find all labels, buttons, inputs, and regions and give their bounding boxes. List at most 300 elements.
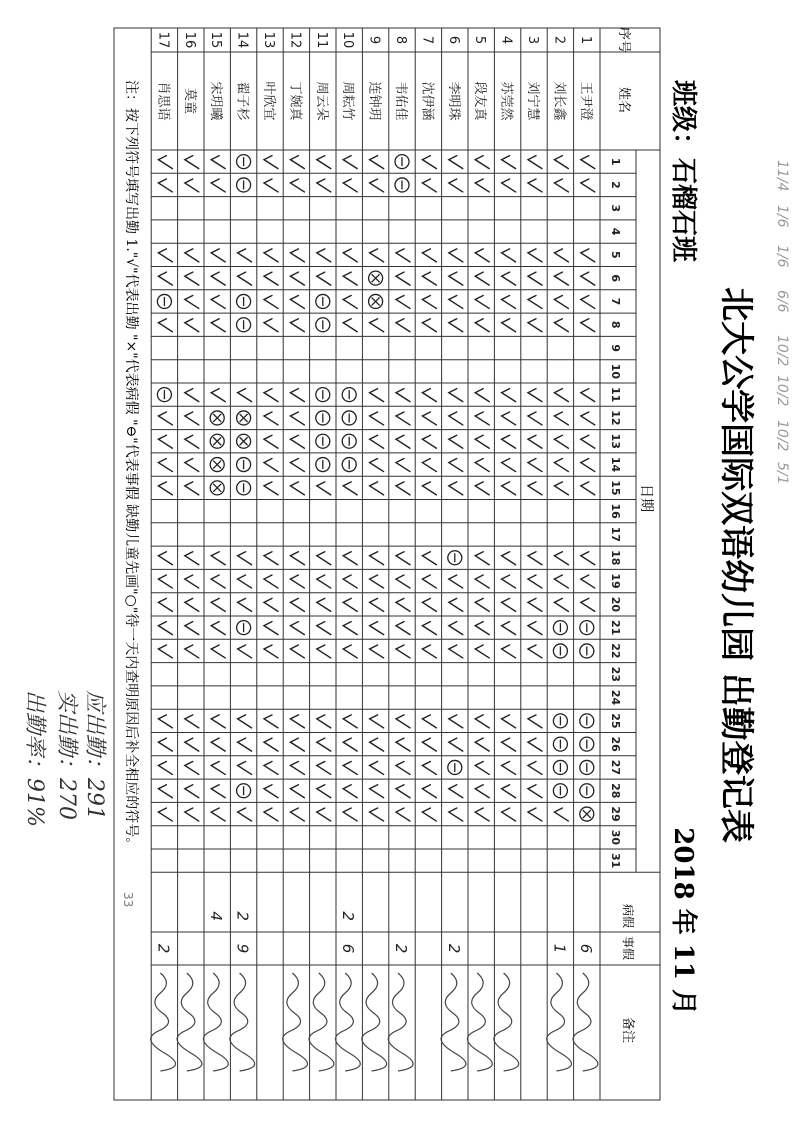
present-check-mark [290,319,304,332]
present-check-mark [343,482,357,495]
student-index: 9 [366,35,382,45]
present-check-mark [449,249,463,262]
student-index: 6 [445,35,461,45]
present-check-mark [502,738,516,751]
present-check-mark [290,552,304,565]
present-check-mark [449,389,463,402]
present-check-mark [317,552,331,565]
pencil-date-mark: 10/2 [774,420,790,452]
present-check-mark [449,575,463,588]
col-remark-label: 备注 [620,1016,635,1044]
present-check-mark [422,482,436,495]
present-check-mark [290,249,304,262]
present-check-mark [264,482,278,495]
present-check-mark [290,575,304,588]
present-check-mark [422,179,436,192]
present-check-mark [158,785,172,798]
present-check-mark [449,412,463,425]
present-check-mark [554,552,568,565]
student-name: 沈伊涵 [419,81,435,121]
present-check-mark [264,645,278,658]
student-name: 周云朵 [313,81,329,121]
present-check-mark [502,598,516,611]
present-check-mark [158,272,172,285]
present-check-mark [343,598,357,611]
student-index: 1 [577,35,593,45]
present-check-mark [422,389,436,402]
present-check-mark [502,622,516,635]
table-row [283,32,308,1071]
day-label: 5 [609,251,622,259]
present-check-mark [238,249,252,262]
student-index: 4 [498,35,514,45]
table-row [547,36,572,1071]
present-check-mark [502,295,516,308]
handwritten-remark-scribble [283,973,308,1071]
day-label: 8 [609,320,622,329]
pencil-date-mark: 6/6 [774,290,790,313]
present-check-mark [343,808,357,821]
present-check-mark [422,622,436,635]
present-check-mark [343,575,357,588]
present-check-mark [554,412,568,425]
present-check-mark [449,482,463,495]
present-check-mark [370,319,384,332]
day-label: 12 [609,410,622,426]
present-check-mark [554,249,568,262]
student-name: 莫童 [181,87,197,115]
table-row [419,36,436,821]
present-check-mark [528,761,542,774]
present-check-mark [528,552,542,565]
col-name-label: 姓名 [616,86,631,114]
present-check-mark [211,295,225,308]
present-check-mark [554,482,568,495]
present-check-mark [185,785,199,798]
present-check-mark [185,808,199,821]
present-check-mark [211,389,225,402]
present-check-mark [264,156,278,169]
present-check-mark [475,598,489,611]
present-check-mark [158,179,172,192]
present-check-mark [422,761,436,774]
present-check-mark [475,738,489,751]
present-check-mark [211,808,225,821]
present-check-mark [528,412,542,425]
present-check-mark [211,272,225,285]
present-check-mark [554,295,568,308]
present-check-mark [396,319,410,332]
present-check-mark [343,738,357,751]
present-check-mark [581,552,595,565]
personal-days-count: 1 [550,943,569,954]
present-check-mark [396,761,410,774]
present-check-mark [422,785,436,798]
present-check-mark [396,552,410,565]
present-check-mark [185,459,199,472]
present-check-mark [290,715,304,728]
student-name: 王尹澄 [577,81,593,121]
present-check-mark [449,785,463,798]
present-check-mark [211,575,225,588]
present-check-mark [422,435,436,448]
present-check-mark [343,272,357,285]
present-check-mark [290,412,304,425]
present-check-mark [502,715,516,728]
present-check-mark [528,738,542,751]
present-check-mark [581,459,595,472]
sick-days-count: 2 [233,911,252,921]
handwritten-remark-scribble [230,973,255,1071]
present-check-mark [185,761,199,774]
student-name: 刘宁慧 [525,81,540,121]
present-check-mark [290,738,304,751]
present-check-mark [158,459,172,472]
day-label: 24 [609,689,622,706]
present-check-mark [422,249,436,262]
present-check-mark [396,808,410,821]
student-rows [151,32,598,1071]
summary-line3: 出勤率：91% [22,690,47,827]
present-check-mark [528,482,542,495]
present-check-mark [422,459,436,472]
student-index: 3 [525,35,540,45]
table-row [467,36,492,1071]
present-check-mark [317,575,331,588]
handwritten-remark-scribble [203,973,228,1071]
present-check-mark [370,622,384,635]
present-check-mark [475,389,489,402]
present-check-mark [343,156,357,169]
present-check-mark [238,272,252,285]
present-check-mark [211,249,225,262]
present-check-mark [370,761,384,774]
sick-days-count: 2 [339,911,358,921]
present-check-mark [449,156,463,169]
present-check-mark [396,435,410,448]
present-check-mark [158,715,172,728]
table-row [525,36,542,821]
present-check-mark [422,575,436,588]
day-label: 18 [609,550,622,566]
present-check-mark [343,249,357,262]
day-label: 19 [609,573,622,589]
present-check-mark [370,715,384,728]
present-check-mark [422,552,436,565]
handwritten-remark-scribble [547,973,572,1071]
present-check-mark [290,156,304,169]
present-check-mark [449,459,463,472]
present-check-mark [264,435,278,448]
day-label: 9 [609,344,622,352]
table-row [151,32,176,1071]
right-pencil-note: 33 [121,892,135,908]
present-check-mark [396,598,410,611]
present-check-mark [370,435,384,448]
present-check-mark [528,622,542,635]
present-check-mark [264,179,278,192]
student-index: 11 [313,31,329,49]
present-check-mark [290,179,304,192]
present-check-mark [238,761,252,774]
pencil-date-mark: 10/2 [774,335,790,367]
present-check-mark [264,575,278,588]
present-check-mark [317,482,331,495]
present-check-mark [211,319,225,332]
day-label: 17 [609,526,622,543]
present-check-mark [343,761,357,774]
present-check-mark [528,645,542,658]
present-check-mark [211,738,225,751]
day-header-row [609,158,622,868]
present-check-mark [238,575,252,588]
day-label: 13 [609,433,622,449]
present-check-mark [502,249,516,262]
present-check-mark [264,715,278,728]
student-index: 15 [208,31,224,49]
present-check-mark [475,761,489,774]
present-check-mark [264,389,278,402]
present-check-mark [158,622,172,635]
present-check-mark [475,249,489,262]
present-check-mark [290,435,304,448]
summary-line1: 应出勤：291 [82,690,107,820]
present-check-mark [185,575,199,588]
present-check-mark [422,295,436,308]
present-check-mark [238,552,252,565]
student-name: 连钟玥 [366,81,382,121]
present-check-mark [158,156,172,169]
present-check-mark [185,435,199,448]
day-label: 2 [609,181,622,189]
present-check-mark [185,715,199,728]
present-check-mark [290,622,304,635]
day-label: 28 [609,783,622,799]
present-check-mark [581,295,595,308]
present-check-mark [211,715,225,728]
present-check-mark [370,808,384,821]
present-check-mark [396,272,410,285]
table-row [573,36,598,1071]
present-check-mark [502,552,516,565]
present-check-mark [528,435,542,448]
present-check-mark [581,389,595,402]
present-check-mark [158,249,172,262]
present-check-mark [370,156,384,169]
present-check-mark [370,738,384,751]
present-check-mark [158,435,172,448]
present-check-mark [422,272,436,285]
present-check-mark [396,715,410,728]
student-name: 韦佑佳 [393,81,408,121]
student-index: 8 [393,35,408,45]
present-check-mark [185,482,199,495]
present-check-mark [396,459,410,472]
student-index: 2 [551,35,567,45]
present-check-mark [422,808,436,821]
present-check-mark [238,598,252,611]
present-check-mark [264,249,278,262]
sick-days-count: 4 [207,911,226,921]
present-check-mark [370,482,384,495]
present-check-mark [502,785,516,798]
day-label: 4 [609,227,622,236]
personal-days-count: 9 [233,943,252,954]
present-check-mark [475,482,489,495]
table-row [309,32,334,1071]
pencil-date-mark: 5/1 [774,462,790,485]
present-check-mark [317,156,331,169]
present-check-mark [185,249,199,262]
present-check-mark [422,645,436,658]
present-check-mark [554,598,568,611]
present-check-mark [554,459,568,472]
present-check-mark [554,272,568,285]
present-check-mark [185,156,199,169]
present-check-mark [238,645,252,658]
present-check-mark [502,808,516,821]
present-check-mark [396,295,410,308]
present-check-mark [528,249,542,262]
present-check-mark [528,715,542,728]
day-label: 23 [609,666,622,682]
day-label: 26 [609,736,622,752]
present-check-mark [317,645,331,658]
present-check-mark [264,598,278,611]
date-group-label: 日期 [638,484,654,512]
present-check-mark [528,179,542,192]
day-label: 20 [609,596,622,613]
day-label: 11 [609,386,622,403]
pencil-date-mark: 1/6 [774,205,790,228]
present-check-mark [475,272,489,285]
table-row [362,36,387,1071]
summary [22,690,107,827]
student-name: 叶欣宜 [261,81,276,121]
present-check-mark [475,645,489,658]
student-name: 李明珠 [445,81,461,121]
present-check-mark [528,272,542,285]
present-check-mark [264,272,278,285]
present-check-mark [238,738,252,751]
present-check-mark [343,319,357,332]
present-check-mark [158,319,172,332]
present-check-mark [343,645,357,658]
present-check-mark [581,179,595,192]
handwritten-remark-scribble [362,973,387,1071]
present-check-mark [317,738,331,751]
col-index-label: 序号 [616,26,631,54]
present-check-mark [475,715,489,728]
handwritten-remark-scribble [494,973,519,1071]
present-check-mark [290,785,304,798]
student-name: 刘长鑫 [551,81,567,121]
present-check-mark [317,249,331,262]
present-check-mark [317,785,331,798]
present-check-mark [475,295,489,308]
present-check-mark [238,808,252,821]
personal-days-count: 2 [392,943,410,954]
student-index: 16 [181,31,197,49]
present-check-mark [396,575,410,588]
present-check-mark [449,598,463,611]
present-check-mark [211,761,225,774]
present-check-mark [554,156,568,169]
present-check-mark [264,622,278,635]
table-row [230,32,255,1071]
present-check-mark [396,738,410,751]
table-row [441,36,466,1071]
present-check-mark [370,598,384,611]
present-check-mark [185,412,199,425]
present-check-mark [370,412,384,425]
present-check-mark [185,272,199,285]
student-index: 12 [287,31,303,49]
present-check-mark [475,622,489,635]
student-name: 周耘竹 [340,81,356,121]
present-check-mark [158,738,172,751]
present-check-mark [370,459,384,472]
footnote: 注：按下列符号填写出勤 1."√"代表出勤 "×"代表病假 "⊖"代表事假 缺勤儿童先画"○"待一天内查明原因后补全相应的符号。 [123,80,139,852]
present-check-mark [264,412,278,425]
day-label: 30 [609,829,622,846]
present-check-mark [264,738,278,751]
present-check-mark [581,435,595,448]
present-check-mark [502,272,516,285]
day-label: 6 [609,274,622,282]
present-check-mark [158,552,172,565]
present-check-mark [554,389,568,402]
present-check-mark [528,785,542,798]
present-check-mark [290,272,304,285]
day-label: 16 [609,503,622,519]
present-check-mark [370,785,384,798]
present-check-mark [581,156,595,169]
present-check-mark [158,482,172,495]
attendance-grid [114,28,660,1100]
present-check-mark [158,575,172,588]
day-label: 29 [609,806,622,822]
page-title: 北大公学国际双语幼儿园 出勤登记表 [716,287,756,843]
present-check-mark [396,622,410,635]
col-personal-label: 事假 [621,935,635,961]
present-check-mark [211,552,225,565]
present-check-mark [422,319,436,332]
student-index: 5 [472,35,488,45]
present-check-mark [528,598,542,611]
present-check-mark [502,389,516,402]
handwritten-remark-scribble [441,973,466,1071]
present-check-mark [449,645,463,658]
day-label: 3 [609,204,622,213]
student-name: 宋玥曦 [208,81,224,121]
present-check-mark [449,179,463,192]
present-check-mark [211,622,225,635]
present-check-mark [475,156,489,169]
present-check-mark [502,761,516,774]
present-check-mark [238,715,252,728]
present-check-mark [185,389,199,402]
present-check-mark [158,761,172,774]
present-check-mark [554,319,568,332]
present-check-mark [502,575,516,588]
present-check-mark [396,785,410,798]
present-check-mark [422,738,436,751]
present-check-mark [475,459,489,472]
present-check-mark [502,319,516,332]
present-check-mark [343,179,357,192]
present-check-mark [185,295,199,308]
